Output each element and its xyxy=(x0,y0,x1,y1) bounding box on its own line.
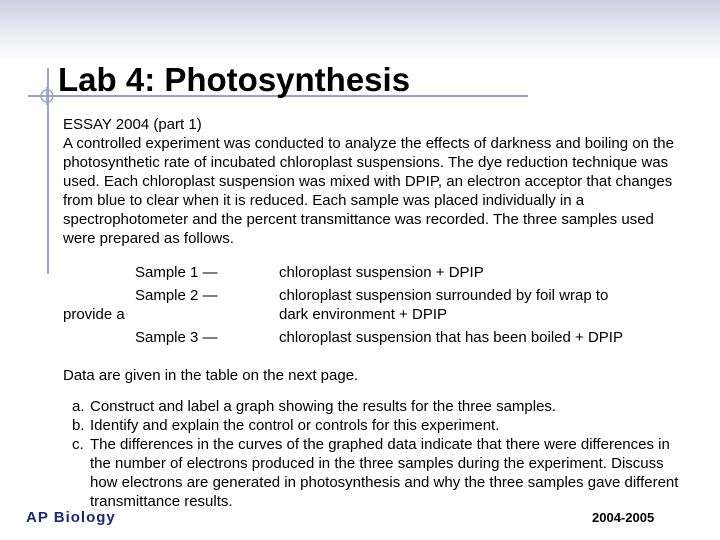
sample-1-label: Sample 1 — xyxy=(135,264,218,281)
question-letter: b. xyxy=(72,417,85,434)
essay-body xyxy=(63,115,683,248)
sample-1-description: chloroplast suspension + DPIP xyxy=(279,264,484,281)
question-letter: a. xyxy=(72,398,85,415)
question-item-b xyxy=(72,416,682,435)
slide-title: Lab 4: Photosynthesis xyxy=(58,61,411,98)
footer-year-label: 2004-2005 xyxy=(592,510,655,525)
sample-2-label: Sample 2 — xyxy=(135,287,218,304)
question-item-a xyxy=(72,397,682,416)
footer-course-label: AP Biology xyxy=(26,509,116,526)
sample-2-description-line1: chloroplast suspension surrounded by foil wrap to xyxy=(279,287,609,304)
sample-3-description: chloroplast suspension that has been boiled + DPIP xyxy=(279,329,623,346)
question-text: Construct and label a graph showing the results for the three samples. xyxy=(90,398,557,415)
crosshair-icon xyxy=(38,87,56,105)
question-list xyxy=(72,397,682,511)
essay-paragraph: A controlled experiment was conducted to analyze the effects of darkness and boiling on the photosynthetic rate of incubated chloroplast suspensions. The dye reduction technique was used. Each chloroplast suspension was mixed with DPIP, an electron acceptor that changes from blue to clear when it is reduced. Each sample was placed individually in a spectrophotometer and the percent transmittance was recorded. The three samples used were prepared as follows. xyxy=(63,135,674,247)
sample-2-description-line2: dark environment + DPIP xyxy=(279,306,447,323)
data-note: Data are given in the table on the next page. xyxy=(63,367,359,384)
sample-2-provide-fragment: provide a xyxy=(63,306,125,323)
essay-heading: ESSAY 2004 (part 1) xyxy=(63,116,202,133)
question-letter: c. xyxy=(72,436,84,453)
header-gradient-band xyxy=(0,0,720,60)
question-text: The differences in the curves of the graphed data indicate that there were differences in the number of electrons produced in the three samples during the experiment. Discuss how electrons are generated in photosynthesis and why the three samples gave different transmittance results. xyxy=(90,436,679,510)
sample-3-label: Sample 3 — xyxy=(135,329,218,346)
question-text: Identify and explain the control or controls for this experiment. xyxy=(90,417,500,434)
question-item-c xyxy=(72,435,682,511)
